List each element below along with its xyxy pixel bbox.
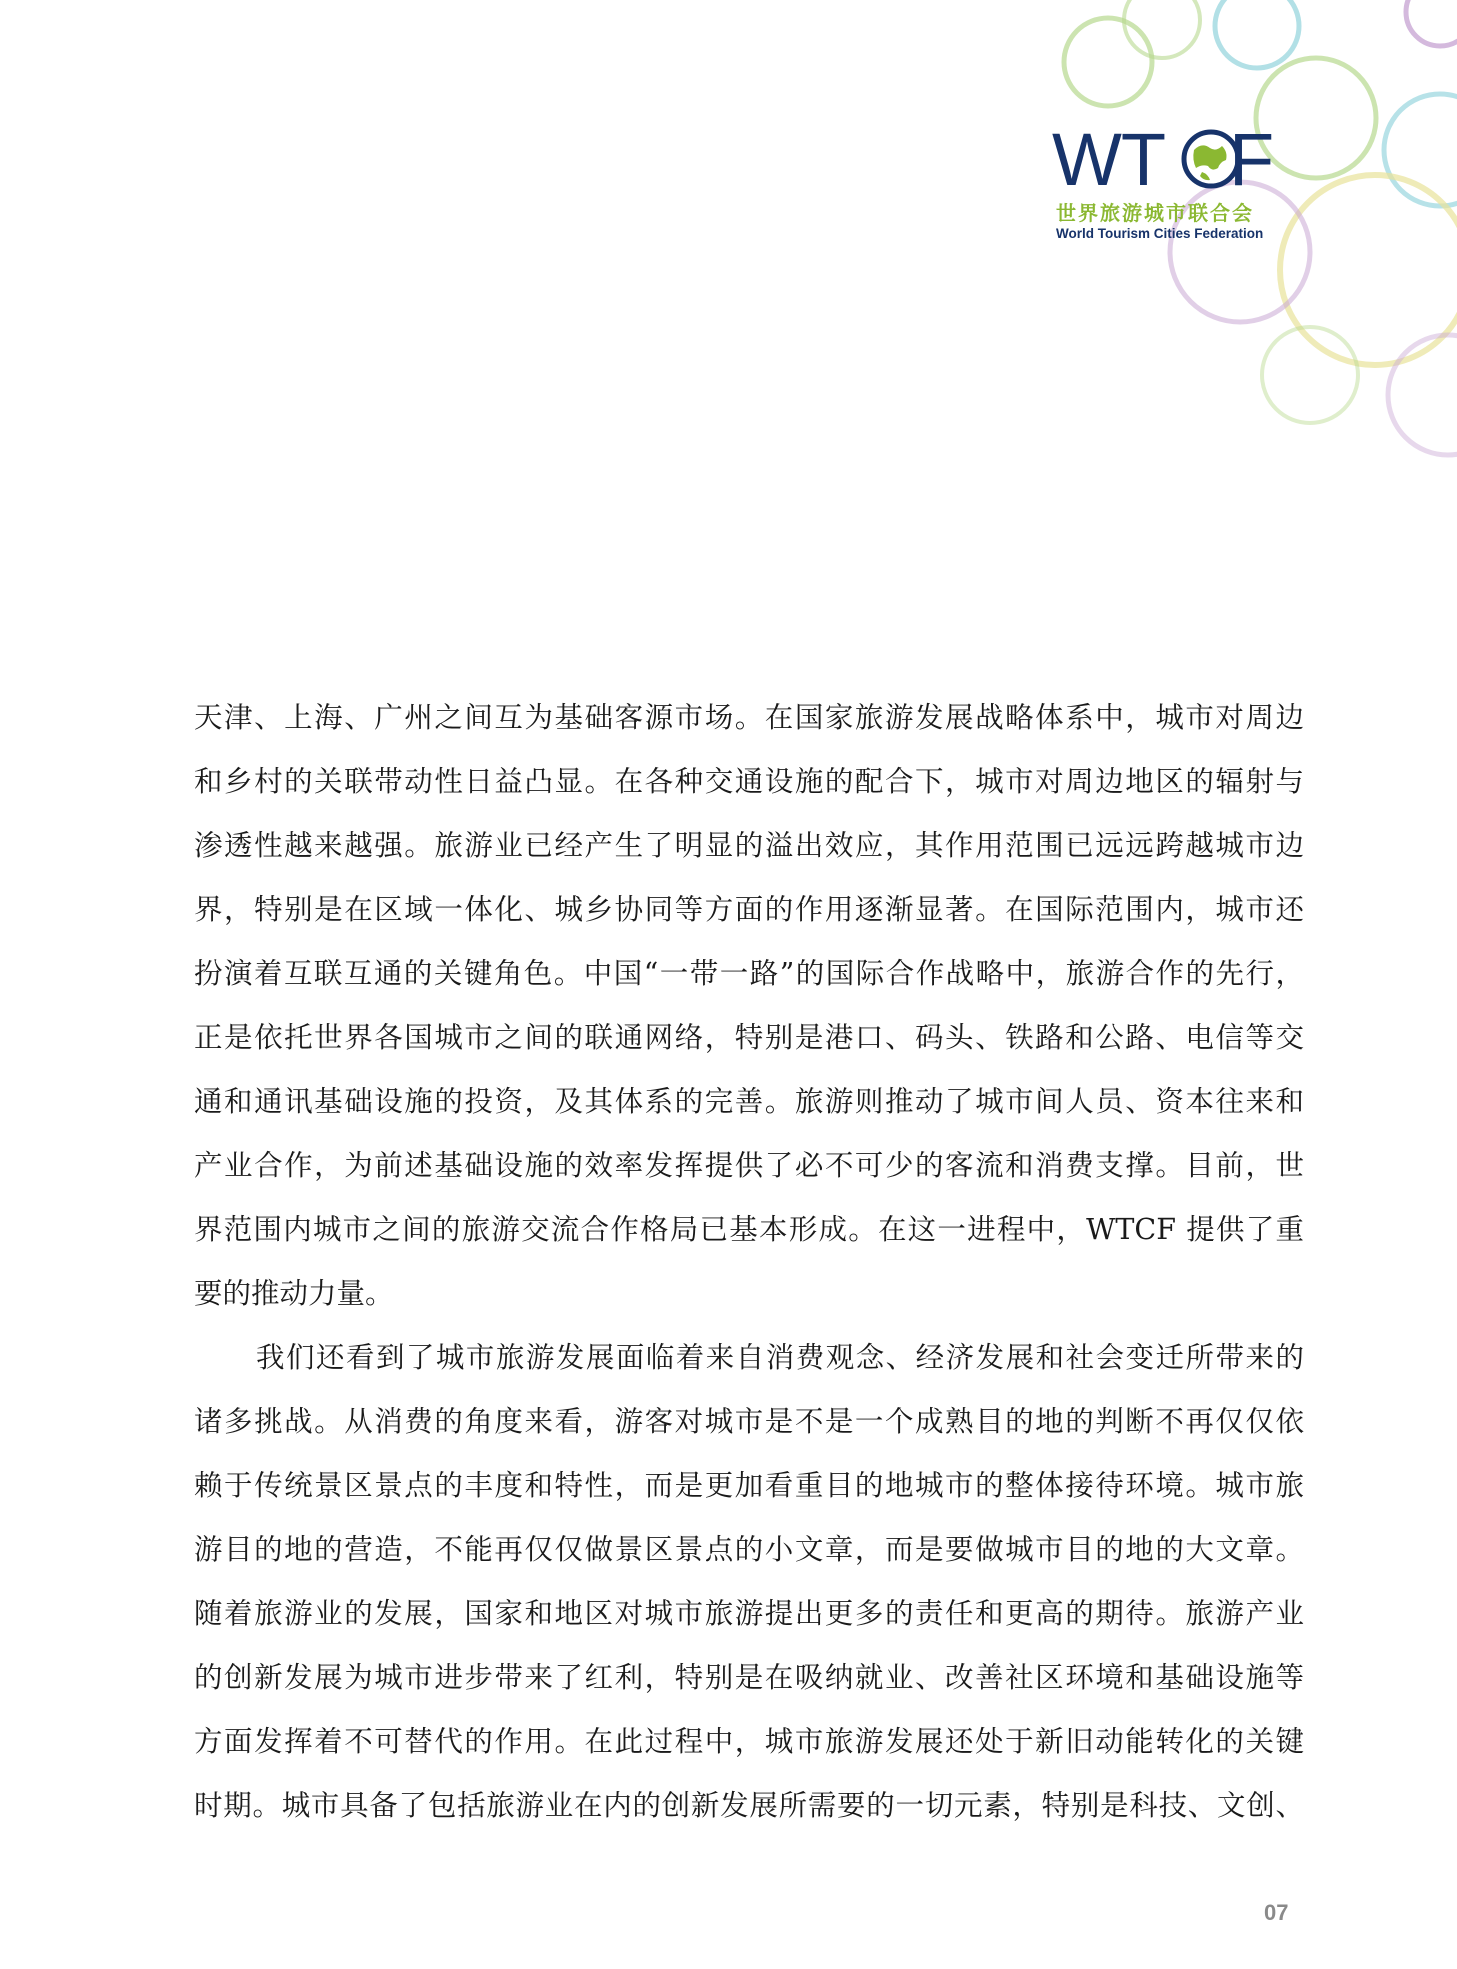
text-line: 渗透性越来越强。旅游业已经产生了明显的溢出效应，其作用范围已远远跨越城市边: [194, 829, 1304, 862]
deco-circle: [1406, 0, 1457, 46]
text-line: 时期。城市具备了包括旅游业在内的创新发展所需要的一切元素，特别是科技、文创、: [194, 1789, 1304, 1822]
text-line: 随着旅游业的发展，国家和地区对城市旅游提出更多的责任和更高的期待。旅游产业: [194, 1597, 1304, 1630]
text-line: 方面发挥着不可替代的作用。在此过程中，城市旅游发展还处于新旧动能转化的关键: [194, 1725, 1304, 1758]
text-line: 赖于传统景区景点的丰度和特性，而是更加看重目的地城市的整体接待环境。城市旅: [194, 1469, 1304, 1502]
text-line: 界范围内城市之间的旅游交流合作格局已基本形成。在这一进程中，WTCF 提供了重: [194, 1213, 1304, 1246]
logo-acronym-left: WT: [1052, 118, 1166, 201]
globe-icon: [1180, 128, 1242, 190]
logo-chinese-name: 世界旅游城市联合会: [1056, 201, 1254, 225]
text-line: 和乡村的关联带动性日益凸显。在各种交通设施的配合下，城市对周边地区的辐射与: [194, 765, 1304, 798]
text-line: 要的推动力量。: [194, 1277, 394, 1310]
text-line: 的创新发展为城市进步带来了红利，特别是在吸纳就业、改善社区环境和基础设施等: [194, 1661, 1304, 1694]
logo-english-name: World Tourism Cities Federation: [1056, 226, 1264, 241]
deco-circle: [1064, 18, 1152, 106]
deco-circle: [1215, 0, 1299, 68]
text-line: 通和通讯基础设施的投资，及其体系的完善。旅游则推动了城市间人员、资本往来和: [194, 1085, 1304, 1118]
text-line: 诸多挑战。从消费的角度来看，游客对城市是不是一个成熟目的地的判断不再仅仅依: [194, 1405, 1304, 1438]
logo-acronym-right: F: [1229, 118, 1274, 201]
text-line: 产业合作，为前述基础设施的效率发挥提供了必不可少的客流和消费支撑。目前，世: [194, 1149, 1304, 1182]
wtcf-logo: [1052, 118, 1312, 242]
text-line: 我们还看到了城市旅游发展面临着来自消费观念、经济发展和社会变迁所带来的: [256, 1341, 1304, 1374]
text-line: 正是依托世界各国城市之间的联通网络，特别是港口、码头、铁路和公路、电信等交: [194, 1021, 1304, 1054]
text-line: 天津、上海、广州之间互为基础客源市场。在国家旅游发展战略体系中，城市对周边: [194, 701, 1304, 734]
text-line: 界，特别是在区域一体化、城乡协同等方面的作用逐渐显著。在国际范围内，城市还: [194, 893, 1304, 926]
page-number: 07: [1264, 1900, 1289, 1925]
paragraph: [194, 686, 1304, 1326]
text-line: 游目的地的营造，不能再仅仅做景区景点的小文章，而是要做城市目的地的大文章。: [194, 1533, 1304, 1566]
article-body: [194, 686, 1304, 1838]
text-line: 扮演着互联互通的关键角色。中国“一带一路”的国际合作战略中，旅游合作的先行，: [194, 957, 1304, 990]
paragraph: [194, 1326, 1304, 1838]
